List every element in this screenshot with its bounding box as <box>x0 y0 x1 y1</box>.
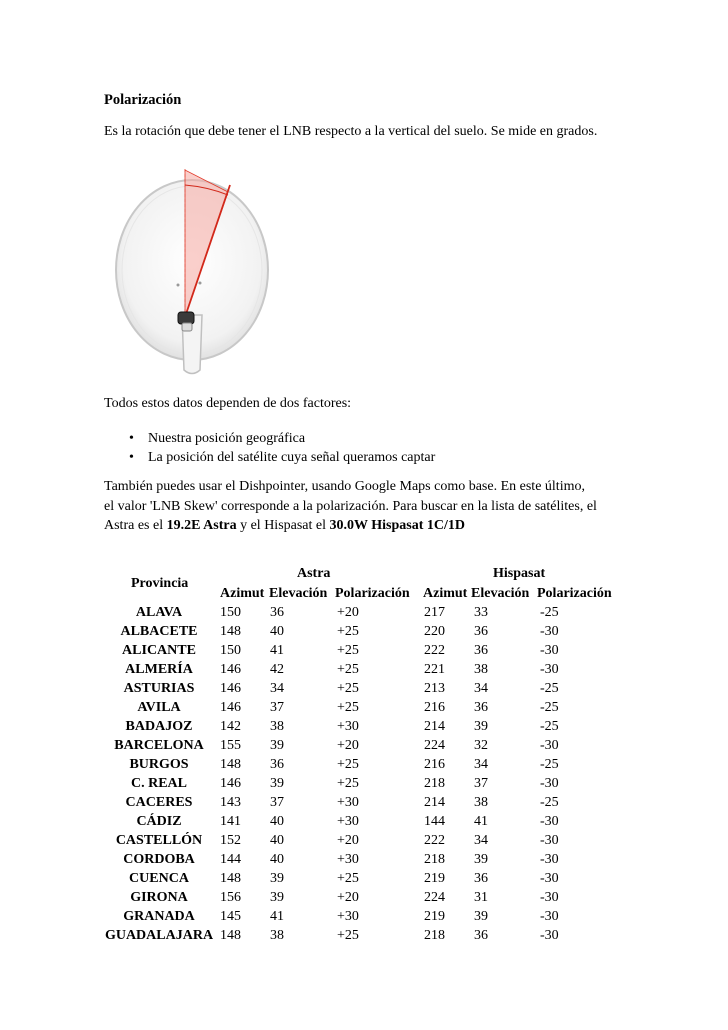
astra-polarizacion-cell: +25 <box>337 871 359 886</box>
hispasat-azimut-cell: 216 <box>424 757 445 772</box>
hispasat-polarizacion-cell: -25 <box>540 795 559 810</box>
hispasat-polarizacion-cell: -30 <box>540 852 559 867</box>
hispasat-azimut-cell: 221 <box>424 662 445 677</box>
astra-azimut-cell: 148 <box>220 928 241 943</box>
astra-polarizacion-cell: +30 <box>337 852 359 867</box>
dishpointer-paragraph: También puedes usar el Dishpointer, usando Google Maps como base. En este último, el valor 'LNB Skew' corresponde a la polarización. Para buscar en la lista de satélites, el Astra es el 19.2E Astra y el Hispasat el 30.0W Hispasat 1C/1D <box>104 479 597 533</box>
hispasat-azimut-cell: 224 <box>424 890 445 905</box>
hispasat-azimut-cell: 222 <box>424 643 445 658</box>
astra-polarizacion-cell: +25 <box>337 757 359 772</box>
astra-azimut-cell: 150 <box>220 643 241 658</box>
astra-polarizacion-cell: +30 <box>337 814 359 829</box>
astra-elevacion-cell: 41 <box>270 909 284 924</box>
hispasat-azimut-cell: 224 <box>424 738 445 753</box>
hispasat-azimut-cell: 144 <box>424 814 445 829</box>
province-cell: CUENCA <box>129 871 189 886</box>
hispasat-azimut-cell: 214 <box>424 795 445 810</box>
astra-polarizacion-cell: +25 <box>337 928 359 943</box>
header-polarizacion-astra: Polarización <box>335 586 410 601</box>
hispasat-polarizacion-cell: -25 <box>540 605 559 620</box>
astra-polarizacion-cell: +25 <box>337 776 359 791</box>
astra-azimut-cell: 146 <box>220 776 241 791</box>
astra-elevacion-cell: 39 <box>270 890 284 905</box>
hispasat-elevacion-cell: 36 <box>474 871 488 886</box>
hispasat-azimut-cell: 213 <box>424 681 445 696</box>
hispasat-polarizacion-cell: -30 <box>540 624 559 639</box>
hispasat-polarizacion-cell: -30 <box>540 909 559 924</box>
astra-elevacion-cell: 36 <box>270 605 284 620</box>
hispasat-azimut-cell: 217 <box>424 605 445 620</box>
hispasat-elevacion-cell: 34 <box>474 833 488 848</box>
astra-elevacion-cell: 39 <box>270 871 284 886</box>
astra-id: 19.2E Astra <box>166 518 237 533</box>
list-item: • La posición del satélite cuya señal queramos captar <box>129 450 436 465</box>
bullet-icon: • <box>129 431 134 446</box>
hispasat-polarizacion-cell: -30 <box>540 776 559 791</box>
factors-list <box>104 429 435 467</box>
hispasat-azimut-cell: 219 <box>424 909 445 924</box>
astra-elevacion-cell: 34 <box>270 681 284 696</box>
hispasat-elevacion-cell: 39 <box>474 852 488 867</box>
hispasat-elevacion-cell: 36 <box>474 624 488 639</box>
province-cell: GRANADA <box>123 909 195 924</box>
hispasat-polarizacion-cell: -25 <box>540 719 559 734</box>
factors-intro: Todos estos datos dependen de dos factores: <box>104 396 352 411</box>
province-cell: C. REAL <box>130 776 187 791</box>
province-cell: ALICANTE <box>122 643 196 658</box>
hispasat-polarizacion-cell: -30 <box>540 871 559 886</box>
hispasat-elevacion-cell: 36 <box>474 700 488 715</box>
astra-elevacion-cell: 42 <box>270 662 284 677</box>
astra-azimut-cell: 156 <box>220 890 241 905</box>
astra-polarizacion-cell: +30 <box>337 909 359 924</box>
bullet-icon: • <box>129 450 134 465</box>
hispasat-polarizacion-cell: -25 <box>540 681 559 696</box>
astra-elevacion-cell: 39 <box>270 776 284 791</box>
province-cell: GUADALAJARA <box>104 928 214 943</box>
astra-azimut-cell: 143 <box>220 795 241 810</box>
hispasat-polarizacion-cell: -25 <box>540 700 559 715</box>
hispasat-elevacion-cell: 41 <box>474 814 488 829</box>
astra-polarizacion-cell: +30 <box>337 795 359 810</box>
hispasat-azimut-cell: 218 <box>424 928 445 943</box>
hispasat-polarizacion-cell: -30 <box>540 814 559 829</box>
hispasat-elevacion-cell: 38 <box>474 662 488 677</box>
astra-elevacion-cell: 38 <box>270 719 284 734</box>
astra-elevacion-cell: 39 <box>270 738 284 753</box>
hispasat-polarizacion-cell: -30 <box>540 738 559 753</box>
hispasat-polarizacion-cell: -30 <box>540 833 559 848</box>
province-cell: ALBACETE <box>120 624 198 639</box>
hispasat-polarizacion-cell: -30 <box>540 643 559 658</box>
header-hispasat: Hispasat <box>493 566 546 581</box>
astra-polarizacion-cell: +25 <box>337 624 359 639</box>
province-cell: AVILA <box>137 700 181 715</box>
hispasat-elevacion-cell: 36 <box>474 643 488 658</box>
astra-elevacion-cell: 40 <box>270 624 284 639</box>
hispasat-azimut-cell: 220 <box>424 624 445 639</box>
hispasat-id: 30.0W Hispasat 1C/1D <box>329 518 465 533</box>
astra-azimut-cell: 146 <box>220 681 241 696</box>
hispasat-elevacion-cell: 33 <box>474 605 488 620</box>
hispasat-polarizacion-cell: -30 <box>540 890 559 905</box>
astra-azimut-cell: 142 <box>220 719 241 734</box>
header-astra: Astra <box>297 566 331 581</box>
hispasat-elevacion-cell: 32 <box>474 738 488 753</box>
list-item: • Nuestra posición geográfica <box>129 431 306 446</box>
province-cell: BURGOS <box>129 757 189 772</box>
section-heading: Polarización <box>104 92 182 108</box>
astra-polarizacion-cell: +25 <box>337 681 359 696</box>
astra-polarizacion-cell: +30 <box>337 719 359 734</box>
hispasat-elevacion-cell: 39 <box>474 909 488 924</box>
province-cell: CACERES <box>125 795 193 810</box>
astra-elevacion-cell: 40 <box>270 833 284 848</box>
header-elevacion-astra: Elevación <box>269 586 328 601</box>
header-provincia: Provincia <box>131 576 189 591</box>
province-cell: ALAVA <box>135 605 183 620</box>
hispasat-azimut-cell: 214 <box>424 719 445 734</box>
province-cell: CASTELLÓN <box>115 833 203 848</box>
province-cell: BADAJOZ <box>125 719 193 734</box>
hispasat-elevacion-cell: 38 <box>474 795 488 810</box>
province-cell: CORDOBA <box>123 852 195 867</box>
astra-polarizacion-cell: +20 <box>337 833 359 848</box>
astra-elevacion-cell: 37 <box>270 700 284 715</box>
hispasat-azimut-cell: 218 <box>424 776 445 791</box>
astra-elevacion-cell: 38 <box>270 928 284 943</box>
astra-azimut-cell: 145 <box>220 909 241 924</box>
hispasat-elevacion-cell: 31 <box>474 890 488 905</box>
astra-elevacion-cell: 40 <box>270 814 284 829</box>
astra-azimut-cell: 146 <box>220 662 241 677</box>
intro-text: Es la rotación que debe tener el LNB respecto a la vertical del suelo. Se mide en grados. <box>104 124 598 139</box>
hispasat-polarizacion-cell: -25 <box>540 757 559 772</box>
astra-azimut-cell: 152 <box>220 833 241 848</box>
province-cell: ALMERÍA <box>125 662 193 677</box>
astra-polarizacion-cell: +25 <box>337 700 359 715</box>
astra-polarizacion-cell: +25 <box>337 643 359 658</box>
astra-azimut-cell: 146 <box>220 700 241 715</box>
province-cell: ASTURIAS <box>123 681 195 696</box>
astra-azimut-cell: 155 <box>220 738 241 753</box>
header-elevacion-hispasat: Elevación <box>471 586 530 601</box>
astra-azimut-cell: 144 <box>220 852 241 867</box>
header-polarizacion-hispasat: Polarización <box>537 586 612 601</box>
astra-elevacion-cell: 37 <box>270 795 284 810</box>
astra-azimut-cell: 141 <box>220 814 241 829</box>
hispasat-elevacion-cell: 39 <box>474 719 488 734</box>
hispasat-azimut-cell: 222 <box>424 833 445 848</box>
hispasat-azimut-cell: 219 <box>424 871 445 886</box>
astra-elevacion-cell: 36 <box>270 757 284 772</box>
astra-azimut-cell: 148 <box>220 871 241 886</box>
hispasat-elevacion-cell: 34 <box>474 757 488 772</box>
header-azimut-hispasat: Azimut <box>423 586 468 601</box>
hispasat-polarizacion-cell: -30 <box>540 928 559 943</box>
astra-elevacion-cell: 41 <box>270 643 284 658</box>
province-cell: CÁDIZ <box>136 814 182 829</box>
province-cell: BARCELONA <box>114 738 204 753</box>
astra-azimut-cell: 148 <box>220 624 241 639</box>
astra-polarizacion-cell: +25 <box>337 662 359 677</box>
satellite-dish-illustration <box>112 165 272 380</box>
province-cell: GIRONA <box>130 890 188 905</box>
header-azimut-astra: Azimut <box>220 586 265 601</box>
hispasat-elevacion-cell: 34 <box>474 681 488 696</box>
astra-polarizacion-cell: +20 <box>337 605 359 620</box>
astra-azimut-cell: 148 <box>220 757 241 772</box>
hispasat-polarizacion-cell: -30 <box>540 662 559 677</box>
hispasat-azimut-cell: 216 <box>424 700 445 715</box>
astra-azimut-cell: 150 <box>220 605 241 620</box>
hispasat-elevacion-cell: 37 <box>474 776 488 791</box>
astra-polarizacion-cell: +20 <box>337 890 359 905</box>
astra-polarizacion-cell: +20 <box>337 738 359 753</box>
hispasat-elevacion-cell: 36 <box>474 928 488 943</box>
hispasat-azimut-cell: 218 <box>424 852 445 867</box>
astra-elevacion-cell: 40 <box>270 852 284 867</box>
